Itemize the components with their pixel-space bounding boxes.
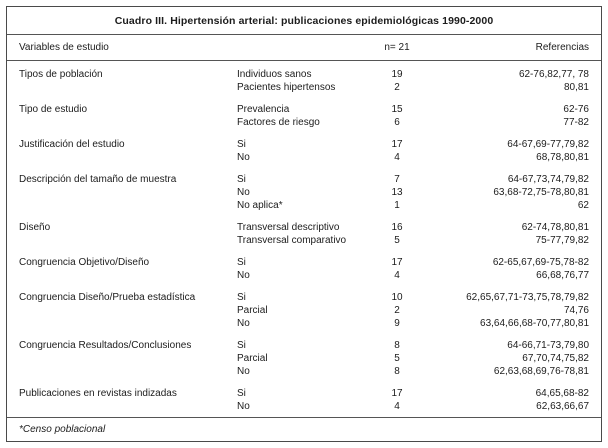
refs-cell: 64-67,73,74,79,82 bbox=[507, 174, 589, 185]
table-row bbox=[19, 352, 589, 365]
count-cell: 7 bbox=[394, 174, 400, 185]
table-group bbox=[19, 138, 589, 164]
count-cell: 6 bbox=[394, 117, 400, 128]
table-row bbox=[19, 221, 589, 234]
variable-cell-spacer bbox=[19, 186, 237, 199]
count-cell: 17 bbox=[391, 139, 403, 150]
table-group bbox=[19, 103, 589, 129]
variable-cell: Tipos de población bbox=[19, 69, 103, 80]
table-row bbox=[19, 234, 589, 247]
page-title: Cuadro III. Hipertensión arterial: publicaciones epidemiológicas 1990-2000 bbox=[114, 15, 494, 27]
variable-cell: Descripción del tamaño de muestra bbox=[19, 174, 177, 185]
table-group bbox=[19, 256, 589, 282]
refs-cell: 68,78,80,81 bbox=[536, 152, 589, 163]
count-cell: 17 bbox=[391, 257, 403, 268]
table-row bbox=[19, 365, 589, 378]
variable-cell-spacer bbox=[19, 269, 237, 282]
category-cell: No bbox=[237, 187, 250, 198]
table-row bbox=[19, 339, 589, 352]
refs-cell: 64,65,68-82 bbox=[535, 388, 589, 399]
count-cell: 10 bbox=[391, 292, 403, 303]
variable-cell: Tipo de estudio bbox=[19, 104, 88, 115]
category-cell: Prevalencia bbox=[237, 104, 290, 115]
count-cell: 17 bbox=[391, 388, 403, 399]
category-cell: Si bbox=[237, 388, 246, 399]
table-card bbox=[6, 6, 602, 442]
table-row bbox=[19, 317, 589, 330]
table-body bbox=[19, 61, 589, 417]
category-cell: Si bbox=[237, 174, 246, 185]
category-cell: No bbox=[237, 318, 250, 329]
variable-cell-spacer bbox=[19, 116, 237, 129]
table-header-row bbox=[19, 35, 589, 60]
refs-cell: 67,70,74,75,82 bbox=[522, 353, 589, 364]
variable-cell-spacer bbox=[19, 81, 237, 94]
variable-cell-spacer bbox=[19, 234, 237, 247]
table-row bbox=[19, 186, 589, 199]
table-row bbox=[19, 291, 589, 304]
count-cell: 19 bbox=[391, 69, 403, 80]
footnote: *Censo poblacional bbox=[19, 424, 106, 435]
refs-cell: 75-77,79,82 bbox=[535, 235, 589, 246]
table-row bbox=[19, 400, 589, 413]
category-cell: Factores de riesgo bbox=[237, 117, 320, 128]
table-row bbox=[19, 116, 589, 129]
variable-cell: Publicaciones en revistas indizadas bbox=[19, 388, 177, 399]
column-header-n: n= 21 bbox=[384, 42, 410, 53]
category-cell: Parcial bbox=[237, 305, 268, 316]
count-cell: 8 bbox=[394, 366, 400, 377]
refs-cell: 62,63,68,69,76-78,81 bbox=[493, 366, 589, 377]
refs-cell: 62-76 bbox=[563, 104, 589, 115]
column-header-variables: Variables de estudio bbox=[19, 42, 109, 53]
table-row bbox=[19, 173, 589, 186]
table-row bbox=[19, 387, 589, 400]
variable-cell-spacer bbox=[19, 352, 237, 365]
category-cell: Pacientes hipertensos bbox=[237, 82, 336, 93]
category-cell: No bbox=[237, 270, 250, 281]
category-cell: Si bbox=[237, 139, 246, 150]
category-cell: Si bbox=[237, 340, 246, 351]
refs-cell: 62-76,82,77, 78 bbox=[518, 69, 589, 80]
table-group bbox=[19, 291, 589, 330]
count-cell: 8 bbox=[394, 340, 400, 351]
variable-cell-spacer bbox=[19, 365, 237, 378]
count-cell: 5 bbox=[394, 235, 400, 246]
category-cell: Individuos sanos bbox=[237, 69, 312, 80]
table-row bbox=[19, 138, 589, 151]
category-cell: No bbox=[237, 152, 250, 163]
table-row bbox=[19, 151, 589, 164]
table-row bbox=[19, 304, 589, 317]
table-row bbox=[19, 199, 589, 212]
count-cell: 4 bbox=[394, 401, 400, 412]
variable-cell: Diseño bbox=[19, 222, 51, 233]
refs-cell: 62 bbox=[577, 200, 589, 211]
refs-cell: 62-65,67,69-75,78-82 bbox=[492, 257, 589, 268]
count-cell: 5 bbox=[394, 353, 400, 364]
count-cell: 15 bbox=[391, 104, 403, 115]
category-cell: Transversal comparativo bbox=[237, 235, 347, 246]
category-cell: Si bbox=[237, 292, 246, 303]
refs-cell: 63,64,66,68-70,77,80,81 bbox=[480, 318, 589, 329]
table-row bbox=[19, 256, 589, 269]
variable-cell: Congruencia Diseño/Prueba estadística bbox=[19, 292, 196, 303]
refs-cell: 62,65,67,71-73,75,78,79,82 bbox=[466, 292, 589, 303]
count-cell: 13 bbox=[391, 187, 403, 198]
count-cell: 4 bbox=[394, 270, 400, 281]
refs-cell: 74,76 bbox=[563, 305, 589, 316]
refs-cell: 80,81 bbox=[563, 82, 589, 93]
count-cell: 9 bbox=[394, 318, 400, 329]
variable-cell: Justificación del estudio bbox=[19, 139, 125, 150]
category-cell: No bbox=[237, 366, 250, 377]
count-cell: 4 bbox=[394, 152, 400, 163]
table-row bbox=[19, 269, 589, 282]
category-cell: Si bbox=[237, 257, 246, 268]
table-group bbox=[19, 221, 589, 247]
refs-cell: 62-74,78,80,81 bbox=[521, 222, 589, 233]
table-row bbox=[19, 81, 589, 94]
variable-cell-spacer bbox=[19, 151, 237, 164]
count-cell: 1 bbox=[394, 200, 400, 211]
variable-cell-spacer bbox=[19, 400, 237, 413]
category-cell: Transversal descriptivo bbox=[237, 222, 340, 233]
table-row bbox=[19, 68, 589, 81]
variable-cell-spacer bbox=[19, 199, 237, 212]
count-cell: 16 bbox=[391, 222, 403, 233]
count-cell: 2 bbox=[394, 82, 400, 93]
refs-cell: 63,68-72,75-78,80,81 bbox=[493, 187, 589, 198]
refs-cell: 64-66,71-73,79,80 bbox=[507, 340, 589, 351]
category-cell: No bbox=[237, 401, 250, 412]
variable-cell-spacer bbox=[19, 317, 237, 330]
variable-cell: Congruencia Resultados/Conclusiones bbox=[19, 340, 192, 351]
refs-cell: 62,63,66,67 bbox=[536, 401, 589, 412]
refs-cell: 66,68,76,77 bbox=[536, 270, 589, 281]
variable-cell: Congruencia Objetivo/Diseño bbox=[19, 257, 150, 268]
table-group bbox=[19, 339, 589, 378]
refs-cell: 77-82 bbox=[563, 117, 589, 128]
category-cell: No aplica* bbox=[237, 200, 283, 211]
table-row bbox=[19, 103, 589, 116]
column-header-referencias: Referencias bbox=[535, 42, 589, 53]
count-cell: 2 bbox=[394, 305, 400, 316]
category-cell: Parcial bbox=[237, 353, 268, 364]
refs-cell: 64-67,69-77,79,82 bbox=[507, 139, 589, 150]
variable-cell-spacer bbox=[19, 304, 237, 317]
table-group bbox=[19, 68, 589, 94]
table-group bbox=[19, 173, 589, 212]
table-group bbox=[19, 387, 589, 413]
